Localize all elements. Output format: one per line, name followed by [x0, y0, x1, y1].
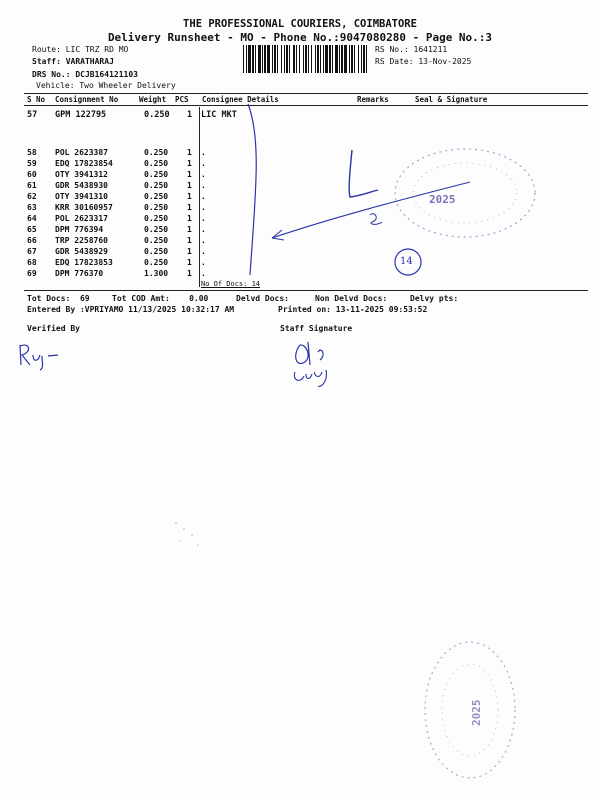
row-weight: 0.250 [144, 110, 170, 120]
row-weight: 0.250 [144, 203, 169, 212]
entered-by: Entered By :VPRIYAMO 11/13/2025 10:32:17 AM [27, 305, 235, 314]
row-consignee-details: . [201, 236, 206, 245]
seal-stamp-bottom [415, 635, 525, 785]
row-serial-number: 60 [27, 170, 37, 179]
row-consignment-number: EDQ 17823854 [55, 159, 113, 168]
row-consignee-details: . [201, 170, 206, 179]
row-pieces: 1 [187, 110, 193, 120]
row-consignee-details: . [201, 192, 206, 201]
row-consignee-details: . [201, 225, 206, 234]
row-pieces: 1 [187, 247, 192, 256]
total-docs: Tot Docs: 69 [27, 294, 90, 303]
row-serial-number: 67 [27, 247, 37, 256]
row-serial-number: 61 [27, 181, 37, 190]
row-consignment-number: OTY 3941310 [55, 192, 108, 201]
row-weight: 0.250 [144, 258, 169, 267]
row-weight: 0.250 [144, 225, 169, 234]
row-pieces: 1 [187, 269, 192, 278]
row-weight: 0.250 [144, 148, 169, 157]
row-weight: 0.250 [144, 247, 169, 256]
row-consignee-details: . [201, 269, 206, 278]
rs-number: RS No.: 1641211 [375, 45, 448, 54]
row-consignment-number: DPM 776394 [55, 225, 104, 234]
col-header-seal-signature: Seal & Signature [415, 95, 488, 104]
non-delivered-docs: Non Delvd Docs: [315, 294, 388, 303]
row-pieces: 1 [187, 159, 192, 168]
row-consignment-number: DPM 776370 [55, 269, 104, 278]
row-serial-number: 69 [27, 269, 37, 278]
col-header-sno: S No [27, 95, 46, 104]
drs-label: DRS No.: DCJB164121103 [32, 70, 138, 79]
row-consignee-details: . [201, 148, 206, 157]
row-pieces: 1 [187, 203, 192, 212]
col-header-consignee: Consignee Details [202, 95, 279, 104]
row-consignee-details: LIC MKT [201, 110, 237, 120]
no-of-docs: No Of Docs: 14 [201, 280, 261, 288]
delivered-docs: Delvd Docs: [236, 294, 289, 303]
staff-signature-strokes [296, 342, 323, 365]
row-pieces: 1 [187, 181, 192, 190]
row-weight: 0.250 [144, 236, 169, 245]
row-weight: 0.250 [144, 159, 169, 168]
row-pieces: 1 [187, 225, 192, 234]
row-consignment-number: GPM 122795 [55, 110, 107, 120]
staff-label: Staff: VARATHARAJ [32, 57, 114, 66]
col-header-consignment: Consignment No [55, 95, 119, 104]
scan-speckle [170, 515, 210, 555]
row-consignment-number: OTY 3941312 [55, 170, 108, 179]
row-pieces: 1 [187, 170, 192, 179]
row-consignment-number: EDQ 17823853 [55, 258, 113, 267]
row-consignment-number: TRP 2258760 [55, 236, 108, 245]
row-consignment-number: GDR 5438930 [55, 181, 108, 190]
handwritten-vertical-stroke [248, 104, 256, 275]
total-cod-amount: Tot COD Amt: 0.00 [112, 294, 209, 303]
row-pieces: 1 [187, 236, 192, 245]
row-serial-number: 68 [27, 258, 37, 267]
row-consignee-details: . [201, 247, 206, 256]
row-pieces: 1 [187, 214, 192, 223]
row-consignee-details: . [201, 203, 206, 212]
col-header-pcs: PCS [175, 95, 189, 104]
row-consignment-number: KRR 30160957 [55, 203, 113, 212]
route-label: Route: LIC TRZ RD MO [32, 45, 129, 54]
seal-stamp-top [385, 135, 545, 245]
row-weight: 0.250 [144, 170, 169, 179]
verified-by-label: Verified By [27, 324, 80, 333]
col-header-remarks: Remarks [357, 95, 389, 104]
row-consignee-details: . [201, 181, 206, 190]
row-consignment-number: POL 2623317 [55, 214, 108, 223]
row-serial-number: 57 [27, 110, 38, 120]
row-pieces: 1 [187, 192, 192, 201]
delivery-points: Delvy pts: [410, 294, 459, 303]
col-header-weight: Weight [139, 95, 167, 104]
staff-signature-label: Staff Signature [280, 324, 353, 333]
row-consignment-number: GDR 5438929 [55, 247, 108, 256]
row-pieces: 1 [187, 148, 192, 157]
handwritten-squiggle [370, 214, 382, 225]
row-serial-number: 58 [27, 148, 37, 157]
row-weight: 0.250 [144, 181, 169, 190]
row-consignee-details: . [201, 258, 206, 267]
printed-on: Printed on: 13-11-2025 09:53:52 [278, 305, 428, 314]
row-consignment-number: POL 2623387 [55, 148, 108, 157]
vehicle-label: Vehicle: Two Wheeler Delivery [36, 81, 176, 90]
row-consignee-details: . [201, 214, 206, 223]
circled-count-text: 14 [400, 256, 413, 267]
row-weight: 0.250 [144, 192, 169, 201]
handwritten-check-mark [349, 150, 378, 197]
document-subtitle: Delivery Runsheet - MO - Phone No.:9047080280 - Page No.:3 [107, 31, 493, 44]
row-pieces: 1 [187, 258, 192, 267]
row-serial-number: 65 [27, 225, 37, 234]
row-serial-number: 63 [27, 203, 37, 212]
row-weight: 0.250 [144, 214, 169, 223]
row-serial-number: 66 [27, 236, 37, 245]
row-serial-number: 62 [27, 192, 37, 201]
stamp-text-top: 2025 [429, 193, 456, 206]
row-consignee-details: . [201, 159, 206, 168]
row-serial-number: 64 [27, 214, 37, 223]
document-title: THE PROFESSIONAL COURIERS, COIMBATORE [183, 18, 417, 30]
row-weight: 1.300 [144, 269, 169, 278]
rs-date: RS Date: 13-Nov-2025 [375, 57, 472, 66]
row-serial-number: 59 [27, 159, 37, 168]
verified-by-signature-strokes [20, 345, 58, 370]
stamp-text-bottom: 2025 [470, 699, 483, 726]
